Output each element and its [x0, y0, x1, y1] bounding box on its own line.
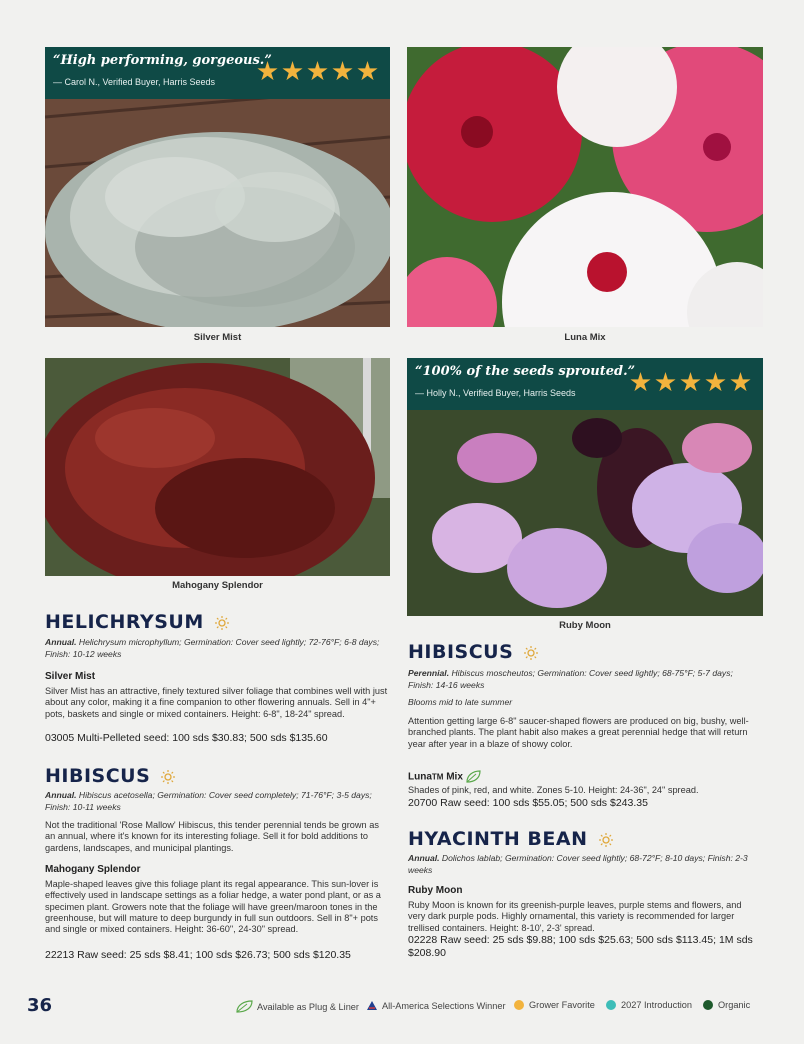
trademark-symbol: TM	[431, 772, 444, 782]
price-line: 20700 Raw seed: 100 sds $55.05; 500 sds $243.35	[408, 797, 648, 809]
price-line: 22213 Raw seed: 25 sds $8.41; 100 sds $26.73; 500 sds $120.35	[45, 949, 351, 961]
section-intro: Attention getting large 6-8" saucer-shaped flowers are produced on big, bushy, well-branched plants. The plant habit also makes a great perennial hedge that will return year after year in a blaze of showy color.	[408, 716, 749, 749]
plug-liner-icon	[465, 770, 481, 784]
review-banner	[407, 358, 763, 410]
section-heading	[408, 828, 613, 850]
photo-caption: Mahogany Splendor	[172, 580, 263, 591]
legend-label: 2027 Introduction	[621, 1000, 693, 1010]
sun-icon	[161, 770, 175, 784]
plant-type: Annual.	[408, 853, 440, 863]
growing-info	[45, 790, 390, 813]
photo-caption: Luna Mix	[564, 332, 606, 343]
sun-icon	[524, 646, 538, 660]
variety-description: Ruby Moon is known for its greenish-purple leaves, purple stems and flowers, and very dark purple pods. Highly ornamental, this variety is recommended for larger trellised containers. Height: 8-10', 2-3' spread.	[408, 900, 742, 933]
section-heading	[45, 765, 175, 787]
legend-grower-favorite	[514, 1000, 595, 1010]
section-heading	[408, 641, 538, 663]
heading-text: HIBISCUS	[408, 641, 514, 663]
star-icon	[630, 372, 651, 393]
page-number: 36	[27, 995, 53, 1016]
organic-icon	[703, 1000, 713, 1010]
aas-badge-icon	[366, 1000, 378, 1012]
variety-name	[408, 770, 481, 784]
legend-plug-liner	[235, 1000, 359, 1014]
mahogany-splendor-photo	[45, 358, 390, 576]
growing-details: Hibiscus acetosella; Germination: Cover seed completely; 71-76°F; 3-5 days; Finish: 10-11 weeks	[45, 790, 372, 812]
star-icon	[282, 61, 303, 82]
section-intro: Not the traditional 'Rose Mallow' Hibiscus, this tender perennial tends be grown as an annual, where it's known for its interesting foliage. Sell it for bold additions to gardens, landscapes, and municipal plantings.	[45, 820, 379, 853]
star-icon	[705, 372, 726, 393]
growing-info	[45, 637, 390, 660]
growing-info	[408, 853, 760, 876]
luna-mix-photo	[407, 47, 763, 327]
variety-description: Silver Mist has an attractive, finely textured silver foliage that combines well with just about any color, making it a fine companion to other flowering annuals. Sell in 4"+ pots, baskets and single or mixed containers. Height: 6-8", 18-24" spread.	[45, 686, 388, 719]
star-icon	[307, 61, 328, 82]
price-line: 03005 Multi-Pelleted seed: 100 sds $30.83; 500 sds $135.60	[45, 732, 328, 744]
review-quote: “100% of the seeds sprouted.”	[415, 364, 636, 379]
plant-type: Perennial.	[408, 668, 450, 678]
variety-name: Silver Mist	[45, 671, 96, 682]
growing-details: Dolichos lablab; Germination: Cover seed lightly; 68-72°F; 8-10 days; Finish: 2-3 weeks	[408, 853, 748, 875]
variety-description: Maple-shaped leaves give this foliage plant its regal appearance. This sun-lover is effectively used in landscape settings as a foliar hedge, a water pond plant, or as a specimen plant. Growers note that the foliage will have green/maroon tones in the greenhouse, but will mature to deep burgundy in full sun outdoors. Sell in 8"+ pots and single or mixed containers. Height: 36-60", 24-30" spread.	[45, 879, 381, 935]
star-icon	[257, 61, 278, 82]
variety-name-suffix: Mix	[443, 771, 463, 783]
legend-aas-winner	[366, 1000, 506, 1012]
star-icon	[730, 372, 751, 393]
review-attribution: — Holly N., Verified Buyer, Harris Seeds	[415, 388, 576, 398]
heading-text: HYACINTH BEAN	[408, 828, 588, 850]
star-icon	[680, 372, 701, 393]
photo-caption: Ruby Moon	[559, 620, 611, 631]
legend-label: All-America Selections Winner	[382, 1001, 506, 1011]
legend-introduction	[606, 1000, 692, 1010]
grower-favorite-icon	[514, 1000, 524, 1010]
leaf-icon	[235, 1000, 253, 1014]
price-line: 02228 Raw seed: 25 sds $9.88; 100 sds $25.63; 500 sds $113.45; 1M sds $208.90	[408, 934, 753, 959]
legend-organic	[703, 1000, 750, 1010]
review-banner	[45, 47, 390, 99]
growing-details: Helichrysum microphyllum; Germination: Cover seed lightly; 72-76°F; 6-8 days; Finish: 10-12 weeks	[45, 637, 380, 659]
rating-stars	[630, 372, 751, 393]
photo-caption: Silver Mist	[193, 332, 242, 343]
variety-name: Ruby Moon	[408, 885, 463, 896]
sun-icon	[599, 833, 613, 847]
rating-stars	[257, 61, 378, 82]
heading-text: HELICHRYSUM	[45, 611, 204, 633]
legend-label: Available as Plug & Liner	[257, 1002, 359, 1012]
star-icon	[655, 372, 676, 393]
sun-icon	[215, 616, 229, 630]
introduction-icon	[606, 1000, 616, 1010]
review-quote: “High performing, gorgeous.”	[53, 53, 272, 68]
variety-name: Mahogany Splendor	[45, 864, 141, 875]
variety-description: Shades of pink, red, and white. Zones 5-10. Height: 24-36", 24" spread.	[408, 785, 699, 795]
silver-mist-photo	[45, 47, 390, 327]
legend-label: Grower Favorite	[529, 1000, 595, 1010]
mahogany-splendor-image	[45, 358, 390, 576]
legend-label: Organic	[718, 1000, 751, 1010]
star-icon	[332, 61, 353, 82]
luna-mix-image	[407, 47, 763, 327]
plant-type: Annual.	[45, 790, 77, 800]
ruby-moon-photo	[407, 358, 763, 616]
heading-text: HIBISCUS	[45, 765, 151, 787]
growing-details: Hibiscus moscheutos; Germination: Cover seed lightly; 68-75°F; 5-7 days; Finish: 14-16 weeks	[408, 668, 733, 690]
bloom-time: Blooms mid to late summer	[408, 697, 513, 707]
variety-name-text: Luna	[408, 771, 432, 783]
review-attribution: — Carol N., Verified Buyer, Harris Seeds	[53, 77, 216, 87]
growing-info	[408, 668, 760, 691]
section-heading	[45, 611, 229, 633]
star-icon	[357, 61, 378, 82]
plant-type: Annual.	[45, 637, 77, 647]
